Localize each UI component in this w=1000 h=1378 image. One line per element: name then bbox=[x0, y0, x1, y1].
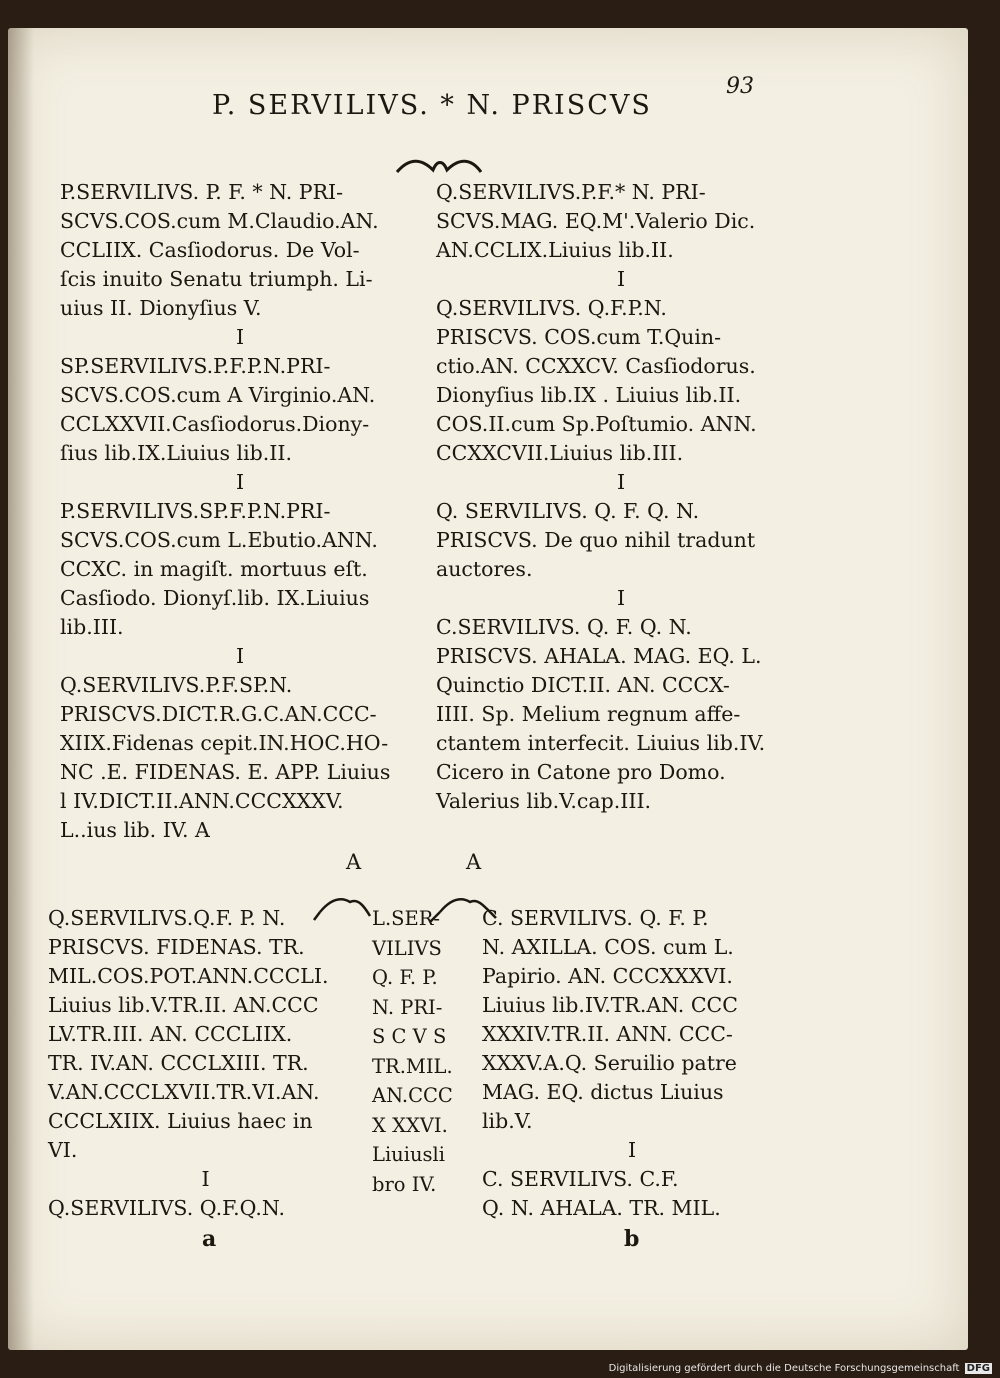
upper-left-line: SCVS.COS.cum L.Ebutio.ANN. bbox=[60, 528, 378, 552]
upper-right-line: Valerius lib.V.cap.III. bbox=[436, 789, 652, 813]
upper-right-line: PRISCVS. De quo nihil tradunt bbox=[436, 528, 756, 552]
digitization-credit bbox=[609, 1363, 992, 1374]
lower-middle-line: L.SER- bbox=[372, 907, 441, 930]
signature-mark-b: b bbox=[624, 1226, 640, 1252]
upper-left-line: Casſiodo. Dionyſ.lib. IX.Liuius bbox=[60, 586, 370, 610]
lower-middle-line: N. PRI- bbox=[372, 995, 443, 1019]
upper-left-separator: I bbox=[235, 470, 245, 494]
upper-left-line: PRISCVS.DICT.R.G.C.AN.CCC- bbox=[60, 702, 377, 726]
stem-mark-left: A bbox=[346, 850, 362, 874]
lower-left-line: VI. bbox=[48, 1138, 78, 1162]
upper-left-line: ſius lib.IX.Liuius lib.II. bbox=[60, 441, 292, 465]
signature-mark-a: a bbox=[202, 1226, 217, 1252]
upper-left-column bbox=[60, 178, 420, 845]
lower-left-line: CCCLXIIX. Liuius haec in bbox=[48, 1109, 313, 1133]
lower-right-line: Liuius lib.IV.TR.AN. CCC bbox=[482, 993, 738, 1017]
lower-middle-line: S C V S bbox=[372, 1025, 447, 1048]
upper-right-line: SCVS.MAG. EQ.M'.Valerio Dic. bbox=[436, 209, 756, 233]
stem-mark-right: A bbox=[466, 850, 482, 874]
lower-right-line: XXXIV.TR.II. ANN. CCC- bbox=[482, 1022, 733, 1046]
upper-right-line: Cicero in Catone pro Domo. bbox=[436, 760, 726, 784]
upper-left-line: SCVS.COS.cum A Virginio.AN. bbox=[60, 383, 376, 407]
upper-left-line: SP.SERVILIVS.P.F.P.N.PRI- bbox=[60, 354, 331, 378]
upper-left-line: P.SERVILIVS. P. F. * N. PRI- bbox=[60, 180, 344, 204]
lower-right-line: Papirio. AN. CCCXXXVI. bbox=[482, 964, 733, 988]
upper-left-line: L..ius lib. IV. A bbox=[60, 818, 210, 842]
lower-left-line: Q.SERVILIVS. Q.F.Q.N. bbox=[48, 1196, 286, 1220]
lower-left-line: PRISCVS. FIDENAS. TR. bbox=[48, 935, 305, 959]
lower-right-separator: I bbox=[627, 1138, 637, 1162]
top-ornament-icon bbox=[393, 156, 485, 178]
lower-left-line: LV.TR.III. AN. CCCLIIX. bbox=[48, 1022, 293, 1046]
upper-right-line: Q. SERVILIVS. Q. F. Q. N. bbox=[436, 499, 700, 523]
lower-left-separator: I bbox=[201, 1167, 210, 1191]
lower-left-line: TR. IV.AN. CCCLXIII. TR. bbox=[48, 1051, 309, 1075]
lower-right-line: MAG. EQ. dictus Liuius bbox=[482, 1080, 724, 1104]
upper-right-line: PRISCVS. COS.cum T.Quin- bbox=[436, 325, 722, 349]
lower-left-line: V.AN.CCCLXVII.TR.VI.AN. bbox=[48, 1080, 320, 1104]
upper-right-line: Quinctio DICT.II. AN. CCCX- bbox=[436, 673, 730, 697]
lower-left-column bbox=[48, 904, 363, 1223]
upper-left-line: l IV.DICT.II.ANN.CCCXXXV. bbox=[60, 789, 344, 813]
upper-left-line: NC .E. FIDENAS. E. APP. Liuius bbox=[60, 760, 391, 784]
upper-right-column bbox=[436, 178, 806, 816]
upper-left-line: CCLXXVII.Casſiodorus.Diony- bbox=[60, 412, 370, 436]
upper-right-line: auctores. bbox=[436, 557, 533, 581]
page-number: 93 bbox=[726, 74, 754, 99]
upper-left-line: uius II. Dionyſius V. bbox=[60, 296, 262, 320]
upper-left-line: P.SERVILIVS.SP.F.P.N.PRI- bbox=[60, 499, 331, 523]
upper-right-line: AN.CCLIX.Liuius lib.II. bbox=[436, 238, 674, 262]
lower-right-line: C. SERVILIVS. Q. F. P. bbox=[482, 906, 709, 930]
lower-left-line: Q.SERVILIVS.Q.F. P. N. bbox=[48, 906, 286, 930]
upper-right-line: PRISCVS. AHALA. MAG. EQ. L. bbox=[436, 644, 762, 668]
lower-right-line: XXXV.A.Q. Seruilio patre bbox=[482, 1051, 737, 1075]
upper-right-line: COS.II.cum Sp.Poſtumio. ANN. bbox=[436, 412, 757, 436]
upper-left-line: CCXC. in magiſt. mortuus eſt. bbox=[60, 557, 368, 581]
lower-middle-line: Q. F. P. bbox=[372, 966, 438, 989]
upper-right-line: IIII. Sp. Melium regnum affe- bbox=[436, 702, 741, 726]
lower-right-line: C. SERVILIVS. C.F. bbox=[482, 1167, 679, 1191]
lower-right-line: Q. N. AHALA. TR. MIL. bbox=[482, 1196, 721, 1220]
upper-right-line: Dionyſius lib.IX . Liuius lib.II. bbox=[436, 383, 742, 407]
credit-text: Digitalisierung gefördert durch die Deutsche Forschungsgemeinschaft bbox=[608, 1363, 960, 1374]
upper-left-line: CCLIIX. Casſiodorus. De Vol- bbox=[60, 238, 360, 262]
upper-right-line: Q.SERVILIVS. Q.F.P.N. bbox=[436, 296, 667, 320]
upper-right-line: ctantem interfecit. Liuius lib.IV. bbox=[436, 731, 766, 755]
lower-right-column bbox=[482, 904, 782, 1223]
upper-left-line: ſcis inuito Senatu triumph. Li- bbox=[60, 267, 373, 291]
upper-right-line: C.SERVILIVS. Q. F. Q. N. bbox=[436, 615, 692, 639]
upper-left-line: Q.SERVILIVS.P.F.SP.N. bbox=[60, 673, 293, 697]
upper-left-line: XIIX.Fidenas cepit.IN.HOC.HO- bbox=[60, 731, 389, 755]
lower-left-line: MIL.COS.POT.ANN.CCCLI. bbox=[48, 964, 329, 988]
upper-left-line: lib.III. bbox=[60, 615, 124, 639]
upper-right-separator: I bbox=[616, 586, 626, 610]
lower-middle-line: AN.CCC bbox=[372, 1084, 453, 1107]
page-gutter-shadow bbox=[8, 28, 34, 1350]
lower-right-line: N. AXILLA. COS. cum L. bbox=[482, 935, 734, 959]
running-title: P. SERVILIVS. * N. PRISCVS bbox=[212, 90, 652, 121]
lower-right-line: lib.V. bbox=[482, 1109, 533, 1133]
upper-right-line: ctio.AN. CCXXCV. Casſiodorus. bbox=[436, 354, 756, 378]
lower-middle-line: VILIVS bbox=[372, 936, 442, 960]
lower-middle-line: TR.MIL. bbox=[372, 1054, 453, 1078]
book-page bbox=[8, 28, 968, 1350]
upper-right-line: Q.SERVILIVS.P.F.* N. PRI- bbox=[436, 180, 706, 204]
upper-left-separator: I bbox=[235, 325, 245, 349]
lower-middle-line: Liuiusli bbox=[372, 1143, 446, 1166]
lower-middle-column bbox=[372, 904, 476, 1199]
dfg-logo: DFG bbox=[966, 1363, 990, 1374]
upper-left-line: SCVS.COS.cum M.Claudio.AN. bbox=[60, 209, 379, 233]
upper-left-separator: I bbox=[235, 644, 245, 668]
upper-right-line: CCXXCVII.Liuius lib.III. bbox=[436, 441, 684, 465]
lower-middle-line: bro IV. bbox=[372, 1172, 437, 1196]
lower-middle-line: X XXVI. bbox=[372, 1113, 448, 1137]
upper-right-separator: I bbox=[616, 470, 626, 494]
upper-right-separator: I bbox=[616, 267, 626, 291]
lower-left-line: Liuius lib.V.TR.II. AN.CCC bbox=[48, 993, 319, 1017]
